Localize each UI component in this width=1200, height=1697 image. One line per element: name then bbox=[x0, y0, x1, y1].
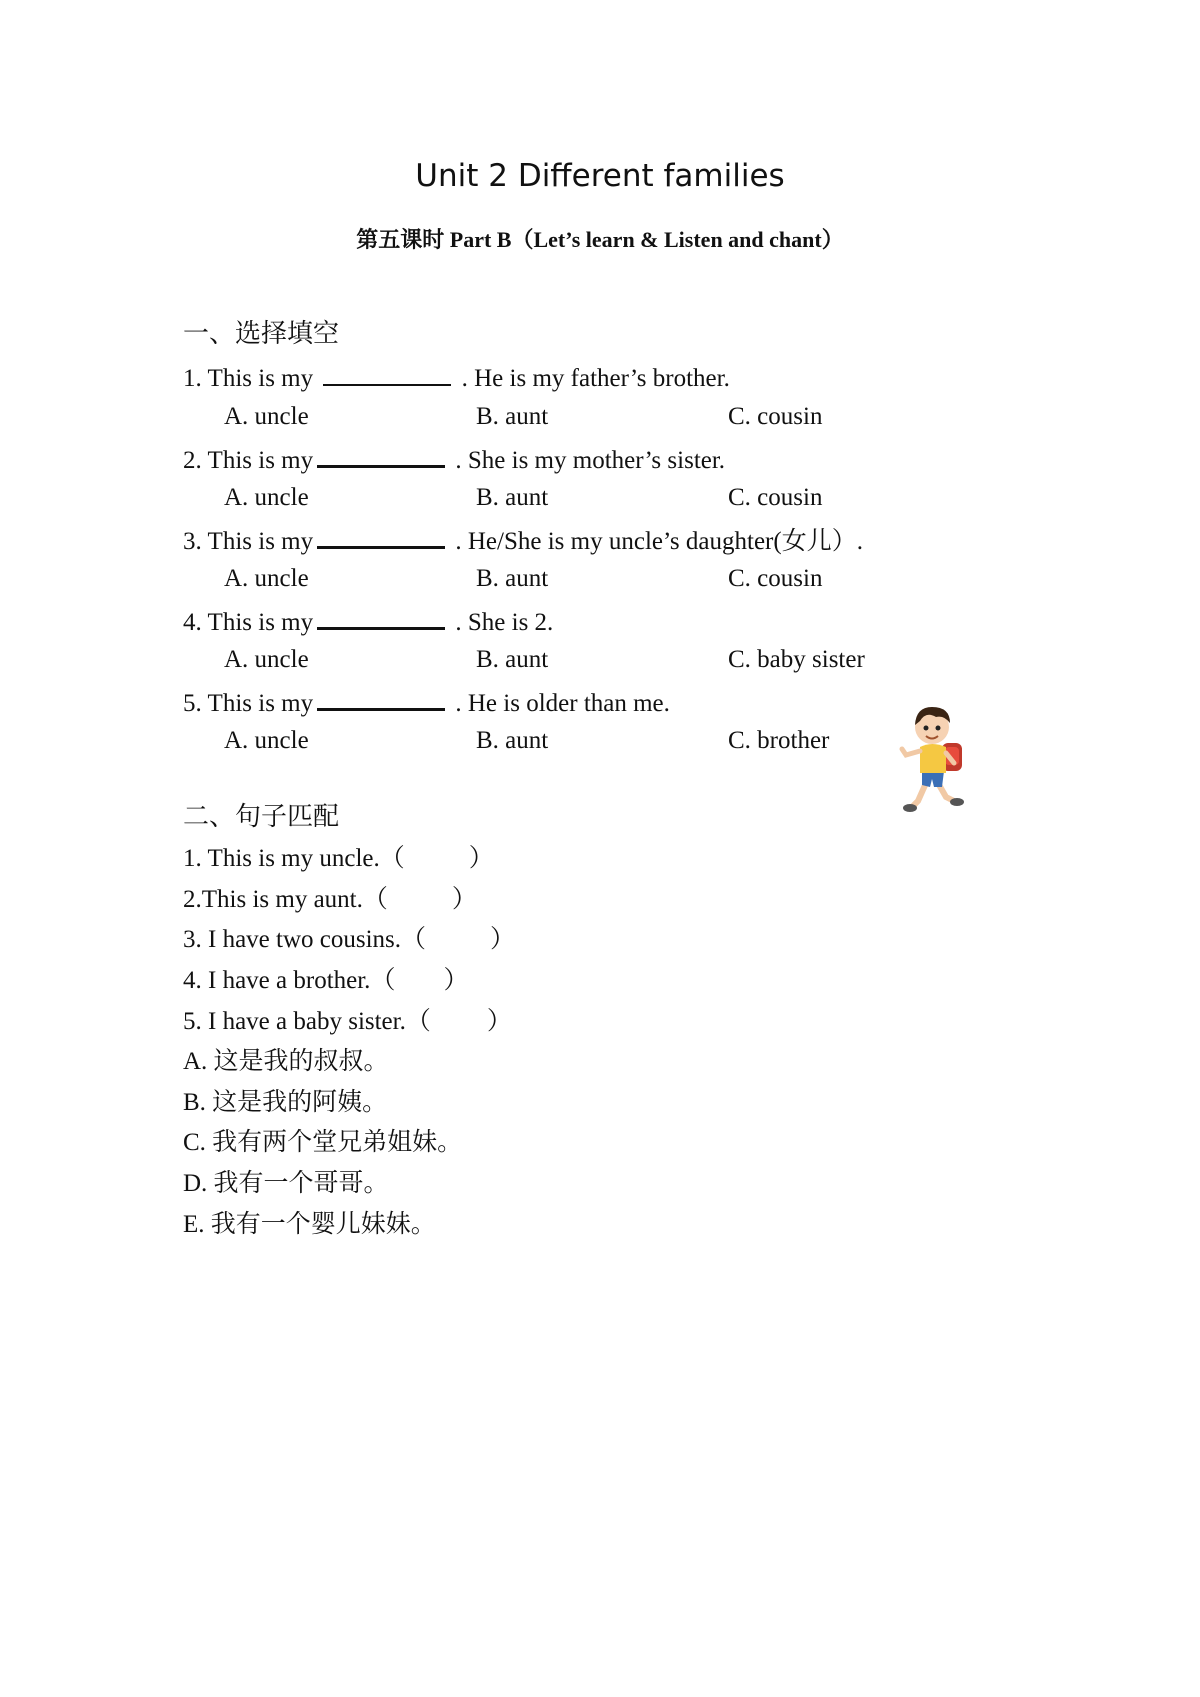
question-1-option-a[interactable]: A. uncle bbox=[224, 403, 309, 430]
match-sentence-5-close: ） bbox=[486, 1008, 512, 1035]
question-5-option-a[interactable]: A. uncle bbox=[224, 727, 309, 754]
match-sentence-3-close: ） bbox=[490, 926, 516, 953]
question-3-prefix: 3. This is my bbox=[183, 528, 314, 555]
question-4-suffix: . She is 2. bbox=[449, 609, 554, 636]
match-sentence-4 bbox=[183, 965, 468, 997]
match-sentence-2-text: 2.This is my aunt. bbox=[183, 886, 363, 913]
question-1 bbox=[183, 360, 730, 395]
question-5-option-b[interactable]: B. aunt bbox=[476, 727, 549, 754]
match-sentence-1-open: （ bbox=[379, 845, 405, 872]
match-sentence-5 bbox=[183, 1006, 512, 1038]
question-1-prefix: 1. This is my bbox=[183, 365, 320, 392]
match-sentence-1-close: ） bbox=[468, 845, 494, 872]
question-5-suffix: . He is older than me. bbox=[449, 690, 670, 717]
question-1-option-b[interactable]: B. aunt bbox=[476, 403, 549, 430]
match-answer-b: B. 这是我的阿姨。 bbox=[183, 1089, 388, 1116]
question-2-blank[interactable] bbox=[317, 441, 445, 468]
question-5-option-c[interactable]: C. brother bbox=[728, 727, 830, 754]
question-3 bbox=[183, 522, 863, 558]
worksheet-title: Unit 2 Different families bbox=[415, 158, 785, 194]
match-sentence-3-open: （ bbox=[401, 926, 427, 953]
question-5-prefix: 5. This is my bbox=[183, 690, 314, 717]
question-4-option-a[interactable]: A. uncle bbox=[224, 646, 309, 673]
match-answer-e: E. 我有一个婴儿妹妹。 bbox=[183, 1211, 436, 1238]
match-sentence-1-text: 1. This is my uncle. bbox=[183, 845, 380, 872]
question-4-blank[interactable] bbox=[317, 603, 445, 630]
match-answer-a: A. 这是我的叔叔。 bbox=[183, 1048, 389, 1075]
section-2-heading: 二、句子匹配 bbox=[183, 802, 340, 831]
question-4-option-c[interactable]: C. baby sister bbox=[728, 646, 865, 673]
question-3-blank[interactable] bbox=[317, 522, 445, 549]
running-boy-illustration bbox=[896, 697, 976, 817]
match-sentence-3 bbox=[183, 924, 515, 956]
lesson-subtitle: 第五课时 Part B（Let’s learn & Listen and chant） bbox=[356, 227, 844, 252]
question-2-prefix: 2. This is my bbox=[183, 447, 314, 474]
question-5 bbox=[183, 684, 670, 720]
question-3-option-c[interactable]: C. cousin bbox=[728, 565, 823, 592]
question-2-option-c[interactable]: C. cousin bbox=[728, 484, 823, 511]
match-sentence-5-text: 5. I have a baby sister. bbox=[183, 1008, 406, 1035]
question-2 bbox=[183, 441, 725, 477]
question-2-option-a[interactable]: A. uncle bbox=[224, 484, 309, 511]
match-sentence-3-text: 3. I have two cousins. bbox=[183, 926, 402, 953]
question-1-blank[interactable] bbox=[323, 360, 451, 386]
match-sentence-2 bbox=[183, 884, 477, 916]
match-sentence-4-open: （ bbox=[370, 967, 396, 994]
match-sentence-2-close: ） bbox=[451, 886, 477, 913]
match-answer-c: C. 我有两个堂兄弟姐妹。 bbox=[183, 1129, 463, 1156]
question-5-blank[interactable] bbox=[317, 684, 445, 711]
match-sentence-2-open: （ bbox=[362, 886, 388, 913]
question-4-option-b[interactable]: B. aunt bbox=[476, 646, 549, 673]
question-2-option-b[interactable]: B. aunt bbox=[476, 484, 549, 511]
question-1-suffix: . He is my father’s brother. bbox=[455, 365, 730, 392]
section-1-heading: 一、选择填空 bbox=[183, 319, 340, 348]
match-sentence-5-open: （ bbox=[405, 1008, 431, 1035]
match-sentence-4-close: ） bbox=[443, 967, 469, 994]
match-sentence-4-text: 4. I have a brother. bbox=[183, 967, 371, 994]
match-answer-d: D. 我有一个哥哥。 bbox=[183, 1170, 389, 1197]
question-1-option-c[interactable]: C. cousin bbox=[728, 403, 823, 430]
question-2-suffix: . She is my mother’s sister. bbox=[449, 447, 726, 474]
question-4-prefix: 4. This is my bbox=[183, 609, 314, 636]
question-3-suffix: . He/She is my uncle’s daughter(女儿）. bbox=[449, 528, 863, 555]
match-sentence-1 bbox=[183, 843, 494, 875]
question-4 bbox=[183, 603, 553, 639]
question-3-option-a[interactable]: A. uncle bbox=[224, 565, 309, 592]
question-3-option-b[interactable]: B. aunt bbox=[476, 565, 549, 592]
